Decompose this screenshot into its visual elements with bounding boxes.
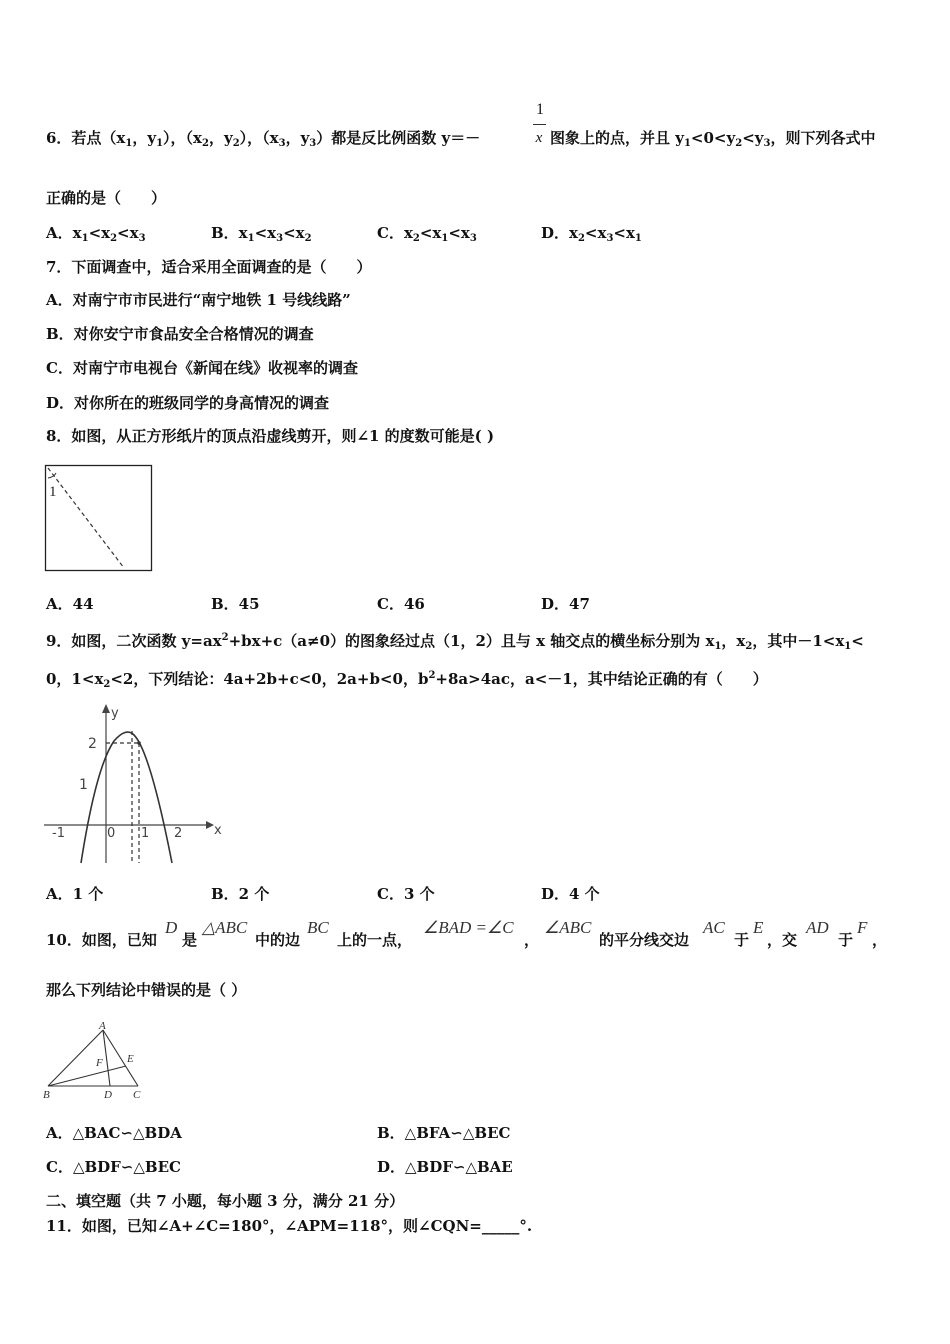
q11-stem: 11．如图，已知∠A+∠C=180°，∠APM=118°，则∠CQN=_____°. [46, 1217, 533, 1235]
x-tick-2: 2 [174, 826, 183, 841]
q6-option-d[interactable]: D．$x_2<x_3<x_1$ [541, 224, 642, 244]
q10-text-3: 中的边 [255, 931, 301, 949]
q10-text-6: 的平分线交边 [599, 931, 690, 949]
vertex-D: D [104, 1089, 112, 1101]
q7-stem: 7．下面调查中，适合采用全面调查的是（ ） [46, 258, 372, 276]
q10-text-4: 上的一点， [337, 931, 413, 949]
q10-triangle-figure [40, 1020, 150, 1102]
q10-var-D: D [165, 918, 178, 937]
q6-option-c[interactable]: C．$x_2<x_1<x_3$ [377, 224, 477, 244]
q8-option-a[interactable]: A．44 [46, 595, 94, 613]
q7-option-c[interactable]: C．对南宁市电视台《新闻在线》收视率的调查 [46, 359, 358, 377]
q8-option-c[interactable]: C．46 [377, 595, 425, 613]
q10-text-10: ， [872, 931, 888, 949]
q9-stem-line1: 9．如图，二次函数 $y=ax^2+bx+c(a\ne 0)$的图象经过点（1，2）且与 x 轴交点的横坐标分别为 $x_1$，$x_2$，其中$-1<x_1<$ [46, 632, 864, 652]
q10-text-9: 于 [838, 931, 854, 949]
q7-option-b[interactable]: B．对你安宁市食品安全合格情况的调查 [46, 325, 314, 343]
q10-option-d[interactable]: D．△BDF∽△BAE [377, 1158, 513, 1176]
x-tick-0: 0 [107, 826, 116, 841]
q9-stem-line2: 0，$1<x_2<2$，下列结论：4a+2b+c<0，2a+b<0，$b^2+8a>4ac$，a<－1，其中结论正确的有（ ） [46, 670, 768, 690]
q9-parabola-graph [44, 703, 229, 865]
fraction-denominator: x [535, 130, 543, 146]
q10-angle-equation: ∠BAD =∠C [423, 918, 514, 937]
q10-option-b[interactable]: B．△BFA∽△BEC [377, 1124, 511, 1142]
q10-text-5: ， [524, 931, 540, 949]
q6-option-a[interactable]: A．$x_1<x_2<x_3$ [46, 224, 146, 244]
vertex-B: B [43, 1089, 50, 1101]
x-tick-1: 1 [141, 826, 150, 841]
angle-1-label: 1 [49, 484, 57, 500]
q10-option-c[interactable]: C．△BDF∽△BEC [46, 1158, 181, 1176]
q8-option-b[interactable]: B．45 [211, 595, 260, 613]
y-tick-2: 2 [88, 736, 97, 752]
q10-stem-line1: 10．如图，已知 [46, 931, 157, 949]
y-tick-1: 1 [79, 777, 88, 793]
fraction-numerator: 1 [536, 101, 544, 118]
q6-stem-line2: 正确的是（ ） [46, 189, 167, 207]
fraction-bar [533, 124, 546, 125]
q10-stem-line2: 那么下列结论中错误的是（ ） [46, 981, 247, 999]
y-axis-label: y [111, 706, 119, 721]
q10-var-BC: BC [307, 918, 329, 937]
q10-var-AC: AC [703, 918, 725, 937]
q10-angle-ABC: ∠ABC [544, 918, 592, 937]
q9-option-c[interactable]: C．3 个 [377, 885, 435, 903]
q9-option-a[interactable]: A．1 个 [46, 885, 104, 903]
q8-square-figure [44, 464, 154, 572]
vertex-C: C [133, 1089, 141, 1101]
q10-text-2: 是 [182, 931, 198, 949]
q6-stem-line1: 6．若点（$x_1$，$y_1$），（$x_2$，$y_2$），（$x_3$，$y_3$）都是反比例函数 y＝－ [46, 129, 481, 149]
vertex-F: F [96, 1057, 103, 1069]
q10-triangle-ABC: △ABC [202, 918, 248, 937]
q10-var-F: F [857, 918, 868, 937]
vertex-E: E [127, 1053, 134, 1065]
q10-var-AD: AD [806, 918, 829, 937]
q10-text-8: ，交 [767, 931, 798, 949]
q7-option-d[interactable]: D．对你所在的班级同学的身高情况的调查 [46, 394, 330, 412]
q10-option-a[interactable]: A．△BAC∽△BDA [46, 1124, 182, 1142]
q7-option-a[interactable]: A．对南宁市市民进行“南宁地铁 1 号线线路” [46, 291, 351, 309]
q9-option-d[interactable]: D．4 个 [541, 885, 600, 903]
section-2-heading: 二、填空题（共 7 小题，每小题 3 分，满分 21 分） [46, 1192, 405, 1210]
x-axis-label: x [214, 823, 222, 838]
x-tick-minus1: -1 [52, 826, 65, 841]
q9-option-b[interactable]: B．2 个 [211, 885, 270, 903]
q6-option-b[interactable]: B．$x_1<x_3<x_2$ [211, 224, 312, 244]
q8-stem: 8．如图，从正方形纸片的顶点沿虚线剪开，则∠1 的度数可能是( ) [46, 427, 495, 445]
vertex-A: A [99, 1020, 106, 1032]
q6-stem-line1-tail: 图象上的点，并且 $y_1<0<y_2<y_3$，则下列各式中 [550, 129, 876, 149]
q10-text-7: 于 [734, 931, 750, 949]
q8-option-d[interactable]: D．47 [541, 595, 590, 613]
q10-var-E: E [753, 918, 764, 937]
